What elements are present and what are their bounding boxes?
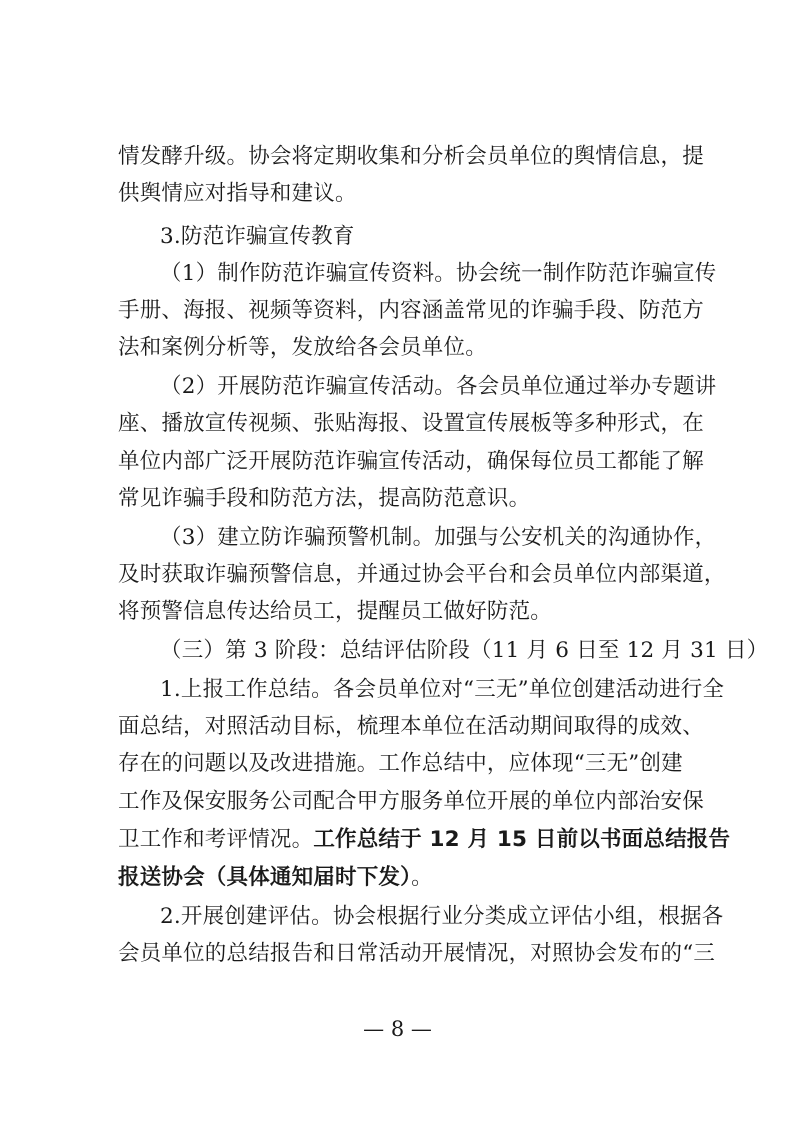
paragraph-line: 2.开展创建评估。协会根据行业分类成立评估小组，根据各 — [160, 904, 724, 929]
paragraph-line: 座、播放宣传视频、张贴海报、设置宣传展板等多种形式，在 — [118, 411, 704, 436]
bold-text: 工作总结于 12 月 15 日前以书面总结报告 — [313, 827, 731, 852]
paragraph-line-mixed — [118, 864, 698, 892]
paragraph-line-mixed — [118, 826, 731, 854]
bold-text: 报送协会（具体通知届时下发） — [118, 865, 412, 890]
paragraph-line: 会员单位的总结报告和日常活动开展情况，对照协会发布的“三 — [118, 941, 716, 966]
regular-text: 卫工作和考评情况。 — [118, 827, 314, 852]
paragraph-line: （1）制作防范诈骗宣传资料。协会统一制作防范诈骗宣传 — [160, 261, 717, 286]
paragraph-line: 单位内部广泛开展防范诈骗宣传活动，确保每位员工都能了解 — [118, 449, 704, 474]
paragraph-line: 工作及保安服务公司配合甲方服务单位开展的单位内部治安保 — [118, 789, 704, 814]
section-heading: 3.防范诈骗宣传教育 — [160, 224, 355, 249]
paragraph-line: 法和案例分析等，发放给各会员单位。 — [118, 335, 487, 360]
paragraph-line: 情发酵升级。协会将定期收集和分析会员单位的舆情信息，提 — [118, 144, 704, 169]
paragraph-line: 常见诈骗手段和防范方法，提高防范意识。 — [118, 486, 531, 511]
paragraph-line: （2）开展防范诈骗宣传活动。各会员单位通过举办专题讲 — [160, 374, 717, 399]
page-number: — 8 — — [363, 1017, 432, 1041]
regular-text: 。 — [411, 865, 433, 890]
paragraph-line: 手册、海报、视频等资料，内容涵盖常见的诈骗手段、防范方 — [118, 298, 704, 323]
paragraph-line: 及时获取诈骗预警信息，并通过协会平台和会员单位内部渠道， — [118, 562, 726, 587]
paragraph-line: 供舆情应对指导和建议。 — [118, 181, 357, 206]
paragraph-line: （3）建立防诈骗预警机制。加强与公安机关的沟通协作， — [160, 525, 717, 550]
paragraph-line: 1.上报工作总结。各会员单位对“三无”单位创建活动进行全 — [160, 677, 725, 702]
paragraph-line: 面总结，对照活动目标，梳理本单位在活动期间取得的成效、 — [118, 714, 704, 739]
paragraph-line: 存在的问题以及改进措施。工作总结中，应体现“三无”创建 — [118, 751, 683, 776]
phase-heading: （三）第 3 阶段：总结评估阶段（11 月 6 日至 12 月 31 日） — [160, 638, 769, 663]
paragraph-line: 将预警信息传达给员工，提醒员工做好防范。 — [118, 599, 553, 624]
